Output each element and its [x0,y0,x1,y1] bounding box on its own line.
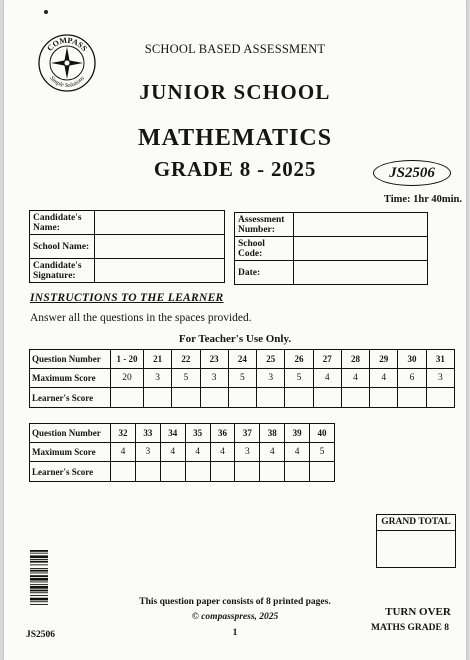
assessment-line: SCHOOL BASED ASSESSMENT [144,42,326,56]
candidate-signature-label: Candidate's Signature: [30,259,95,283]
date-field[interactable] [294,261,428,285]
question-number-cell: 32 [111,424,136,443]
instructions-text: Answer all the questions in the spaces provided. [30,312,252,324]
learner-score-cell[interactable] [144,388,172,408]
svg-text:Simple Solutions: Simple Solutions [48,75,86,90]
maximum-score-cell: 5 [172,369,200,388]
maximum-score-cell: 4 [185,443,210,462]
score-table-questions-32-40 [29,423,335,482]
learner-score-cell[interactable] [172,388,200,408]
question-number-cell: 38 [260,424,285,443]
maximum-score-cell: 4 [210,443,235,462]
school-code-field[interactable] [294,237,428,261]
question-number-cell: 28 [341,350,369,369]
learner-score-cell[interactable] [426,388,454,408]
time-allowed: Time: 1hr 40min. [383,194,462,205]
learner-score-cell[interactable] [313,388,341,408]
school-code-label: School Code: [235,237,294,261]
learner-score-cell[interactable] [285,388,313,408]
candidate-name-field[interactable] [95,211,225,235]
maximum-score-cell: 3 [235,443,260,462]
barcode-code: JS2506 [26,630,56,640]
learner-score-cell[interactable] [210,462,235,482]
exam-cover-page [4,0,466,660]
question-number-cell: 36 [210,424,235,443]
table-row [235,237,428,261]
maximum-score-label: Maximum Score [30,369,111,388]
maximum-score-cell: 3 [426,369,454,388]
maximum-score-cell: 20 [111,369,144,388]
teacher-use-heading: For Teacher's Use Only. [178,333,292,345]
learner-score-cell[interactable] [341,388,369,408]
maximum-score-cell: 5 [285,369,313,388]
copyright: © compasspress, 2025 [191,612,279,622]
maximum-score-label: Maximum Score [30,443,111,462]
maximum-score-cell: 4 [285,443,310,462]
score-table-questions-1-31 [29,349,455,408]
maximum-score-cell: 5 [310,443,335,462]
question-number-cell: 37 [235,424,260,443]
grand-total-box [376,514,456,568]
table-row [235,261,428,285]
learner-score-cell[interactable] [111,388,144,408]
maximum-score-cell: 4 [313,369,341,388]
assessment-details-table [234,212,428,285]
question-number-label: Question Number [30,350,111,369]
question-number-cell: 24 [228,350,256,369]
school-name-label: School Name: [30,235,95,259]
question-number-cell: 33 [135,424,160,443]
instructions-heading: INSTRUCTIONS TO THE LEARNER [30,292,224,304]
grand-total-label: GRAND TOTAL [377,515,455,531]
learner-score-cell[interactable] [135,462,160,482]
question-number-cell: 34 [160,424,185,443]
question-number-cell: 27 [313,350,341,369]
grade-year: GRADE 8 - 2025 [153,157,317,181]
table-row [30,259,225,283]
learner-score-cell[interactable] [200,388,228,408]
grand-total-field[interactable] [377,531,455,567]
learner-score-cell[interactable] [398,388,426,408]
school-name-field[interactable] [95,235,225,259]
maximum-score-cell: 4 [160,443,185,462]
question-number-cell: 29 [370,350,398,369]
page-number: 1 [232,628,238,638]
maximum-score-cell: 3 [144,369,172,388]
learner-score-cell[interactable] [370,388,398,408]
table-row [30,443,335,462]
learner-score-cell[interactable] [260,462,285,482]
question-number-cell: 21 [144,350,172,369]
maximum-score-cell: 3 [200,369,228,388]
learner-score-cell[interactable] [185,462,210,482]
question-number-cell: 22 [172,350,200,369]
table-row [30,369,455,388]
date-label: Date: [235,261,294,285]
table-row [30,211,225,235]
pages-note: This question paper consists of 8 printed pages. [139,597,331,607]
question-number-cell: 35 [185,424,210,443]
question-number-label: Question Number [30,424,111,443]
table-row [30,350,455,369]
learner-score-cell[interactable] [257,388,285,408]
table-row [30,424,335,443]
learner-score-cell[interactable] [285,462,310,482]
question-number-cell: 26 [285,350,313,369]
maximum-score-cell: 4 [260,443,285,462]
table-row [30,462,335,482]
maximum-score-cell: 4 [111,443,136,462]
learner-score-label: Learner's Score [30,462,111,482]
question-number-cell: 30 [398,350,426,369]
question-number-cell: 23 [200,350,228,369]
candidate-signature-field[interactable] [95,259,225,283]
table-row [30,388,455,408]
question-number-cell: 25 [257,350,285,369]
question-number-cell: 1 - 20 [111,350,144,369]
assessment-number-label: Assessment Number: [235,213,294,237]
printer-mark-dot [44,10,48,14]
maximum-score-cell: 5 [228,369,256,388]
learner-score-cell[interactable] [235,462,260,482]
table-row [30,235,225,259]
candidate-name-label: Candidate's Name: [30,211,95,235]
maximum-score-cell: 4 [341,369,369,388]
subject-title: MATHEMATICS [137,125,333,151]
question-number-cell: 40 [310,424,335,443]
school-level: JUNIOR SCHOOL [139,80,331,104]
table-row [235,213,428,237]
learner-score-cell[interactable] [111,462,136,482]
maximum-score-cell: 4 [370,369,398,388]
maximum-score-cell: 6 [398,369,426,388]
subject-footer: MATHS GRADE 8 [371,623,449,633]
maximum-score-cell: 3 [135,443,160,462]
paper-code-badge: JS2506 [373,160,451,186]
candidate-details-table [29,210,225,283]
learner-score-cell[interactable] [310,462,335,482]
turn-over: TURN OVER [385,606,451,618]
learner-score-label: Learner's Score [30,388,111,408]
question-number-cell: 39 [285,424,310,443]
assessment-number-field[interactable] [294,213,428,237]
maximum-score-cell: 3 [257,369,285,388]
learner-score-cell[interactable] [160,462,185,482]
learner-score-cell[interactable] [228,388,256,408]
svg-text:COMPASS: COMPASS [45,35,89,53]
question-number-cell: 31 [426,350,454,369]
